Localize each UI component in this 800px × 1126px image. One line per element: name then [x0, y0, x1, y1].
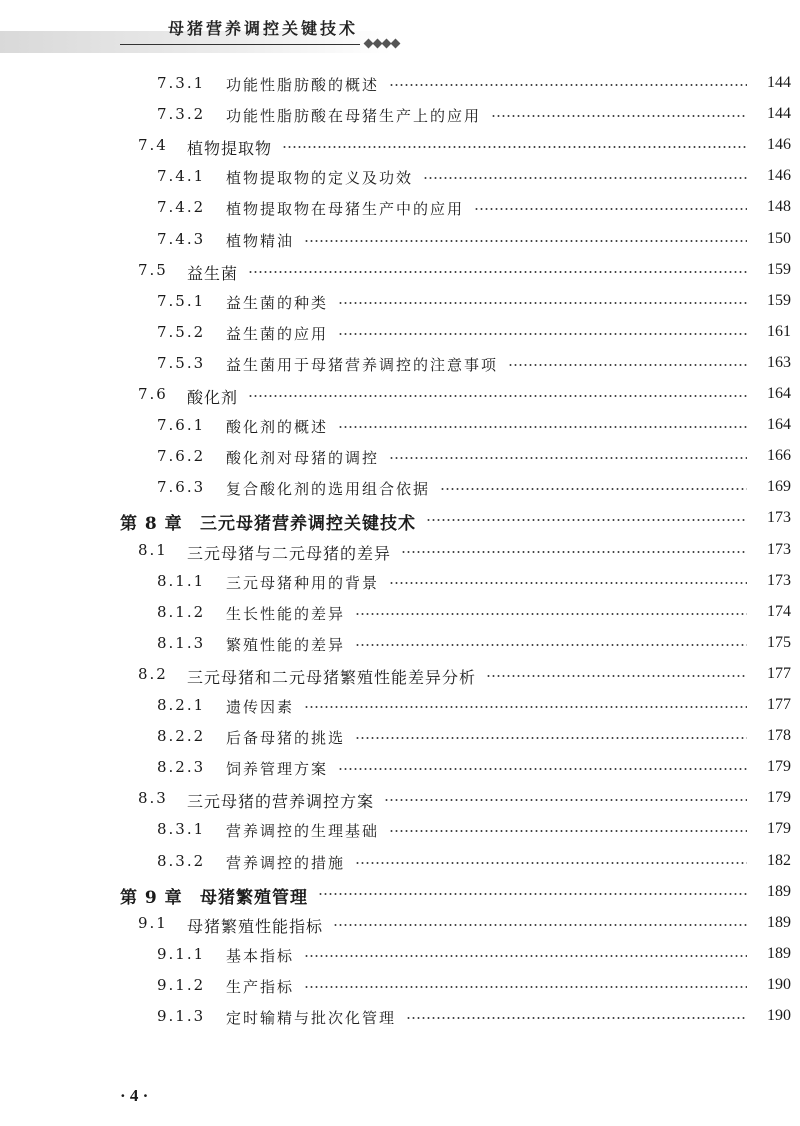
toc-leader-dots [389, 457, 747, 459]
toc-leader-dots [333, 924, 747, 926]
toc-entry-number: 9.1.3 [157, 1007, 206, 1025]
toc-entry-title: 饲养管理方案 [226, 760, 329, 779]
toc-entry [0, 820, 800, 851]
toc-entry-number: 7.6.2 [157, 447, 206, 466]
toc-entry-number: 第 8 章 [120, 514, 183, 535]
toc-leader-dots [406, 1017, 747, 1019]
toc-entry-title: 复合酸化剂的选用组合依据 [226, 480, 431, 499]
toc-entry-title: 三元母猪营养调控关键技术 [200, 514, 416, 535]
toc-entry-page: 144 [767, 74, 791, 91]
toc-entry-title: 定时输精与批次化管理 [226, 1009, 397, 1027]
toc-leader-dots [304, 955, 747, 957]
toc-leader-dots [304, 240, 747, 242]
toc-entry [0, 572, 800, 603]
toc-entry-title: 后备母猪的挑选 [226, 729, 346, 748]
toc-entry-title: 三元母猪的营养调控方案 [187, 792, 375, 812]
toc-entry-page: 174 [767, 602, 791, 620]
toc-entry-number: 7.3.2 [157, 105, 206, 124]
toc-entry-title: 功能性脂肪酸的概述 [226, 76, 380, 94]
toc-leader-dots [338, 302, 747, 304]
toc-entry-number: 8.3.2 [157, 851, 206, 870]
toc-entry-number: 7.5.2 [157, 322, 206, 341]
page-number: · 4 · [120, 1086, 149, 1105]
toc-entry-title: 植物提取物的定义及功效 [226, 169, 414, 188]
toc-leader-dots [389, 582, 747, 584]
toc-leader-dots [389, 830, 747, 832]
toc-entry [0, 665, 800, 696]
toc-leader-dots [486, 675, 747, 677]
toc-leader-dots [491, 115, 747, 117]
toc-entry-number: 7.5.3 [157, 353, 206, 372]
toc-entry-number: 9.1.1 [157, 944, 206, 963]
toc-leader-dots [474, 208, 747, 210]
toc-entry [0, 852, 800, 883]
toc-entry-page: 189 [767, 944, 791, 962]
toc-entry [0, 261, 800, 292]
toc-entry-page: 173 [767, 509, 791, 527]
toc-leader-dots [338, 333, 747, 335]
toc-entry [0, 541, 800, 572]
toc-leader-dots [401, 551, 747, 553]
toc-entry-number: 7.3.1 [157, 74, 206, 92]
toc-leader-dots [304, 986, 747, 988]
toc-entry-page: 190 [767, 1007, 791, 1024]
toc-entry [0, 945, 800, 976]
toc-entry [0, 478, 800, 509]
toc-entry-title: 益生菌的种类 [226, 293, 329, 312]
toc-entry-page: 164 [767, 416, 791, 434]
toc-entry-number: 7.4.3 [157, 229, 206, 248]
toc-entry [0, 603, 800, 634]
toc-entry-page: 159 [767, 260, 791, 278]
toc-leader-dots [248, 395, 747, 397]
toc-entry [0, 883, 800, 914]
toc-entry [0, 416, 800, 447]
toc-entry-number: 8.1 [138, 540, 168, 559]
toc-entry-page: 177 [767, 664, 791, 682]
toc-entry-page: 179 [767, 789, 791, 807]
toc-entry [0, 789, 800, 820]
toc-entry-title: 生产指标 [226, 977, 295, 996]
toc-entry-title: 益生菌的应用 [226, 324, 329, 343]
toc-entry-title: 三元母猪与二元母猪的差异 [187, 543, 392, 563]
toc-entry-page: 159 [767, 291, 791, 309]
toc-entry-page: 163 [767, 353, 791, 371]
toc-entry-page: 189 [767, 913, 791, 931]
toc-entry [0, 914, 800, 945]
toc-leader-dots [384, 799, 747, 801]
toc-entry-page: 164 [767, 385, 791, 402]
toc-leader-dots [508, 364, 747, 366]
toc-entry-page: 173 [767, 571, 791, 589]
toc-entry [0, 105, 800, 136]
toc-entry-page: 179 [767, 758, 791, 776]
toc-entry-title: 益生菌用于母猪营养调控的注意事项 [226, 355, 499, 374]
toc-leader-dots [355, 862, 747, 864]
toc-entry-number: 7.5 [138, 260, 168, 279]
toc-entry-title: 生长性能的差异 [226, 604, 346, 623]
toc-entry-number: 7.4.2 [157, 198, 206, 217]
toc-entry-number: 8.1.1 [157, 571, 206, 590]
toc-entry-number: 8.2 [138, 664, 168, 683]
toc-entry [0, 634, 800, 665]
toc-entry [0, 447, 800, 478]
toc-entry-title: 繁殖性能的差异 [226, 635, 346, 654]
toc-entry-title: 遗传因素 [226, 698, 295, 716]
header-rule [120, 44, 360, 45]
toc-leader-dots [355, 644, 747, 646]
toc-entry-title: 营养调控的生理基础 [226, 822, 380, 841]
toc-entry-number: 8.2.1 [157, 696, 206, 714]
toc-entry-page: 173 [767, 540, 791, 558]
toc-entry [0, 758, 800, 789]
toc-leader-dots [248, 271, 747, 273]
toc-entry-title: 植物提取物在母猪生产中的应用 [226, 200, 465, 219]
toc-entry-page: 166 [767, 447, 791, 465]
toc-leader-dots [304, 706, 747, 708]
toc-entry-page: 161 [767, 322, 791, 340]
toc-entry-number: 9.1.2 [157, 975, 206, 994]
toc-leader-dots [355, 737, 747, 739]
toc-entry [0, 230, 800, 261]
toc-entry-page: 175 [767, 633, 791, 651]
toc-entry-title: 植物提取物 [187, 139, 273, 159]
toc-leader-dots [355, 613, 747, 615]
toc-entry-title: 母猪繁殖管理 [200, 887, 308, 908]
toc-leader-dots [282, 146, 747, 148]
toc-entry [0, 1007, 800, 1038]
toc-entry-page: 150 [767, 229, 791, 247]
toc-entry-number: 8.2.3 [157, 758, 206, 777]
toc-entry [0, 727, 800, 758]
toc-entry-title: 酸化剂对母猪的调控 [226, 449, 380, 468]
toc-entry-title: 植物精油 [226, 231, 295, 250]
toc-entry-number: 第 9 章 [120, 887, 183, 908]
toc-entry-number: 8.3.1 [157, 820, 206, 839]
toc-entry-number: 8.1.3 [157, 633, 206, 652]
toc-entry [0, 976, 800, 1007]
toc-entry-number: 8.3 [138, 789, 168, 808]
toc-leader-dots [389, 84, 747, 86]
toc-entry-number: 9.1 [138, 913, 168, 932]
toc-entry-number: 7.6.3 [157, 478, 206, 497]
toc-entry-title: 酸化剂的概述 [226, 418, 329, 437]
toc-entry-number: 8.1.2 [157, 602, 206, 621]
toc-entry [0, 292, 800, 323]
toc-entry-title: 三元母猪和二元母猪繁殖性能差异分析 [187, 667, 477, 687]
toc-entry-page: 177 [767, 696, 791, 713]
toc-entry-page: 190 [767, 975, 791, 993]
toc-leader-dots [426, 519, 747, 521]
toc-entry [0, 167, 800, 198]
toc-entry-page: 146 [767, 167, 791, 185]
toc-entry-title: 母猪繁殖性能指标 [187, 916, 324, 936]
toc-entry-number: 8.2.2 [157, 727, 206, 746]
toc-entry-page: 148 [767, 198, 791, 216]
toc-entry-title: 基本指标 [226, 946, 295, 965]
toc-entry-title: 酸化剂 [187, 388, 239, 407]
toc-entry-page: 189 [767, 882, 791, 900]
toc-entry-number: 7.4 [138, 136, 168, 155]
toc-entry [0, 74, 800, 105]
toc-leader-dots [338, 768, 747, 770]
toc-entry-title: 益生菌 [187, 263, 239, 283]
toc-entry-number: 7.6.1 [157, 416, 206, 435]
running-header-title: 母猪营养调控关键技术 [168, 19, 359, 38]
toc-entry-page: 178 [767, 727, 791, 745]
toc-entry-title: 功能性脂肪酸在母猪生产上的应用 [226, 107, 482, 126]
toc-leader-dots [318, 893, 747, 895]
toc-entry [0, 696, 800, 727]
toc-entry-title: 营养调控的措施 [226, 853, 346, 872]
toc-entry [0, 323, 800, 354]
toc-entry-number: 7.4.1 [157, 167, 206, 186]
toc-entry-page: 144 [767, 105, 791, 123]
toc-entry [0, 385, 800, 416]
toc-leader-dots [423, 177, 747, 179]
toc-entry-title: 三元母猪种用的背景 [226, 573, 380, 592]
toc-entry [0, 136, 800, 167]
toc-leader-dots [338, 426, 747, 428]
toc-entry-page: 169 [767, 478, 791, 496]
toc-entry [0, 509, 800, 540]
toc-leader-dots [440, 488, 747, 490]
toc-entry [0, 198, 800, 229]
toc-entry [0, 354, 800, 385]
toc-entry-page: 179 [767, 820, 791, 838]
toc-entry-page: 182 [767, 851, 791, 869]
toc-entry-page: 146 [767, 136, 791, 154]
toc-entry-number: 7.5.1 [157, 291, 206, 310]
toc-entry-number: 7.6 [138, 385, 168, 403]
